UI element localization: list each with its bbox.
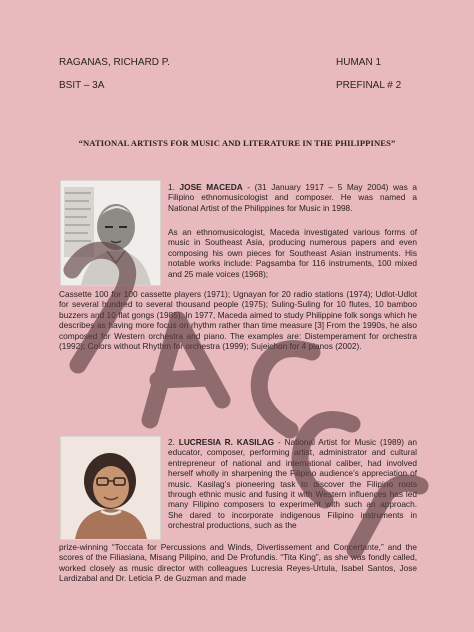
maceda-number: 1.	[168, 182, 175, 192]
assessment-label: PREFINAL # 2	[336, 80, 402, 91]
maceda-paragraph-b: Cassette 100 for 100 cassette players (1971); Ugnayan for 20 radio stations (1974); Udlot-Udlot for several hundred to several thousand people (1975); Suling-Suling for 10 flutes, 10 bamboo buzzers and 10 flat gongs (1985). In 1977, Maceda aimed to study Philippine folk songs which he describes as having more focus on rhythm rather than time measure [3] From the 1990s, he also composed for Western orchestra and piano. The examples are: Distemperament for orchestra (1992); Colors without Rhythm for orchestra (1999); Sujeichon for 4 pianos (2002).	[59, 289, 417, 352]
kasilag-paragraph-b: prize-winning “Toccata for Percussions and Winds, Divertissement and Concertante,” and the scores of the Filiasiana, Misang Pilipino, and De Profundis. “Tita King”, as she was fondly called, worked closely as music director with colleagues Lucresia Reyes-Urtula, Isabel Santos, Jose Lardizabal and Dr. Leticia P. de Guzman and made	[59, 542, 417, 584]
kasilag-intro-text: - National Artist for Music (1989) an educator, composer, performing artist, administrator and cultural entrepreneur of national and international caliber, had involved herself wholly in sharpening the Filipino audience’s appreciation of music. Kasilag’s pioneering task to discover the Filipino roots through ethnic music and fusing it with Western influences has led many Filipino composers to experiment with such an approach. She dared to incorporate indigenous Filipino instruments in orchestral productions, such as the	[168, 437, 418, 531]
author-name: RAGANAS, RICHARD P.	[59, 57, 170, 68]
course-code: HUMAN 1	[336, 57, 382, 68]
kasilag-name: LUCRESIA R. KASILAG	[178, 437, 275, 447]
maceda-intro	[168, 182, 417, 213]
maceda-name: JOSE MACEDA	[179, 182, 243, 192]
jose-maceda-photo	[60, 180, 161, 286]
maceda-intro-text: - (31 January 1917 – 5 May 2004) was a Filipino ethnomusicologist and composer. He was named a National Artist of the Philippines for Music in 1998.	[168, 182, 417, 213]
kasilag-number: 2.	[168, 437, 175, 447]
kasilag-intro	[168, 437, 417, 531]
lucresia-kasilag-photo	[60, 436, 161, 540]
document-title: “NATIONAL ARTISTS FOR MUSIC AND LITERATURE IN THE PHILIPPINES”	[78, 138, 396, 148]
section-label: BSIT – 3A	[59, 80, 105, 91]
maceda-paragraph-a: As an ethnomusicologist, Maceda investigated various forms of music in Southeast Asia, producing numerous papers and even composing his own pieces for Southeast Asian instruments. His notable works include: Pagsamba for 116 instruments, 100 mixed and 25 male voices (1968);	[168, 227, 417, 279]
